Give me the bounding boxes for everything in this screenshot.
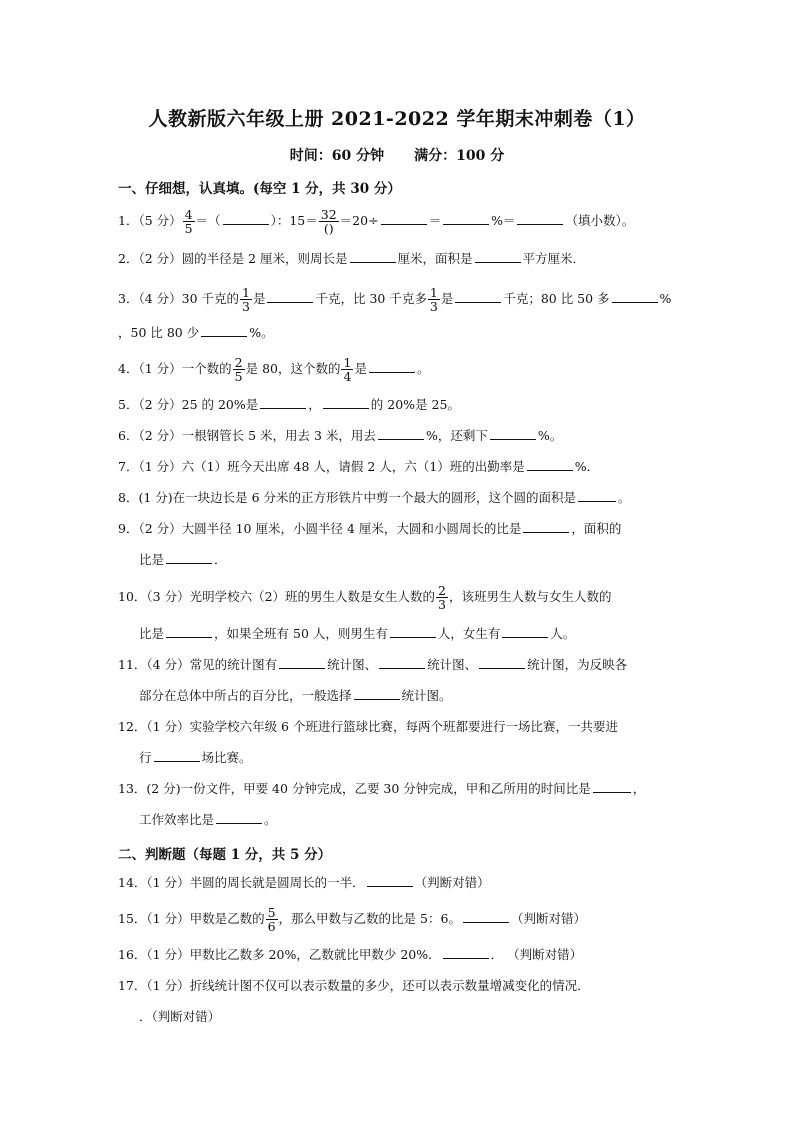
answer-blank[interactable] — [279, 656, 325, 669]
question-3-cont: ，50 比 80 少 %。 — [118, 325, 274, 340]
answer-blank[interactable] — [463, 910, 509, 923]
question-14: 14．（1 分）半圆的周长就是圆周长的一半． （判断对错） — [118, 875, 490, 890]
question-9-cont: 比是 ． — [139, 552, 227, 567]
fraction: $\frac{1}{3}$ — [242, 285, 250, 314]
question-16: 16．（1 分）甲数比乙数多 20%，乙数就比甲数少 20%． ． （判断对错） — [118, 947, 583, 962]
fraction: $\frac{32}{()}$ — [320, 207, 337, 236]
answer-blank[interactable] — [223, 212, 269, 225]
answer-blank[interactable] — [390, 625, 436, 638]
answer-blank[interactable] — [455, 290, 501, 303]
full-score: 满分：100 分 — [414, 148, 505, 164]
answer-blank[interactable] — [479, 656, 525, 669]
question-1: 1．（5 分） $\frac{4}{5}$ ＝（ ）：15＝ $\frac{32}{()}$ ＝20÷ ＝ %＝ （填小数）。 — [118, 207, 635, 236]
answer-blank[interactable] — [201, 324, 247, 337]
answer-blank[interactable] — [267, 290, 313, 303]
answer-blank[interactable] — [350, 250, 396, 263]
question-6: 6．（2 分）一根钢管长 5 米，用去 3 米，用去 %，还剩下 %。 — [118, 428, 563, 443]
question-10-cont: 比是 ，如果全班有 50 人，则男生有 人，女生有 人。 — [139, 626, 576, 641]
question-11-cont: 部分在总体中所占的百分比，一般选择 统计图。 — [139, 688, 452, 703]
answer-blank[interactable] — [578, 489, 616, 502]
fraction: $\frac{1}{4}$ — [343, 355, 352, 384]
question-13-cont: 工作效率比是 。 — [139, 812, 277, 827]
answer-blank[interactable] — [166, 551, 212, 564]
section-heading-fill: 一、仔细想，认真填。(每空 1 分，共 30 分） — [118, 181, 401, 197]
question-9: 9．（2 分）大圆半径 10 厘米，小圆半径 4 厘米，大圆和小圆周长的比是 ，面积的 — [118, 521, 622, 536]
answer-blank[interactable] — [378, 427, 424, 440]
answer-blank[interactable] — [369, 360, 415, 373]
answer-blank[interactable] — [379, 656, 425, 669]
question-11: 11．（4 分）常见的统计图有 统计图、 统计图、 统计图，为反映各 — [118, 657, 628, 672]
answer-blank[interactable] — [354, 687, 400, 700]
section-heading-judge: 二、判断题（每题 1 分，共 5 分） — [118, 847, 332, 863]
exam-info — [0, 145, 794, 165]
question-12-cont: 行 场比赛。 — [139, 750, 252, 765]
question-2: 2．（2 分）圆的半径是 2 厘米，则周长是 厘米，面积是 平方厘米． — [118, 251, 586, 266]
question-7: 7．（1 分）六（1）班今天出席 48 人，请假 2 人，六（1）班的出勤率是 %． — [118, 459, 600, 474]
fraction: $\frac{2}{5}$ — [234, 355, 243, 384]
question-3: 3．（4 分）30 千克的 $\frac{1}{3}$ 是 千克，比 30 千克多 $\frac{1}{3}$ 是 千克；80 比 50 多 % — [118, 285, 672, 314]
fraction: $\frac{5}{6}$ — [267, 905, 276, 934]
question-8: 8．(1 分)在一块边长是 6 分米的正方形铁片中剪一个最大的圆形，这个圆的面积是 。 — [118, 490, 631, 505]
fraction: $\frac{2}{3}$ — [438, 583, 446, 612]
answer-blank[interactable] — [323, 396, 369, 409]
question-4: 4．（1 分）一个数的 $\frac{2}{5}$ 是 80，这个数的 $\frac{1}{4}$ 是 。 — [118, 355, 430, 384]
answer-blank[interactable] — [443, 212, 489, 225]
question-10: 10．（3 分）光明学校六（2）班的男生人数是女生人数的 $\frac{2}{3}$ ，该班男生人数与女生人数的 — [118, 583, 612, 612]
answer-blank[interactable] — [367, 874, 413, 887]
answer-blank[interactable] — [523, 520, 569, 533]
question-17: 17．（1 分）折线统计图不仅可以表示数量的多少，还可以表示数量增减变化的情况． — [118, 978, 590, 993]
answer-blank[interactable] — [517, 212, 563, 225]
answer-blank[interactable] — [154, 749, 200, 762]
question-13: 13．(2 分)一份文件，甲要 40 分钟完成，乙要 30 分钟完成，甲和乙所用的时间比是 ， — [118, 781, 646, 796]
answer-blank[interactable] — [527, 458, 573, 471]
answer-blank[interactable] — [593, 780, 631, 793]
answer-blank[interactable] — [260, 396, 306, 409]
answer-blank[interactable] — [216, 811, 262, 824]
answer-blank[interactable] — [381, 212, 427, 225]
question-5: 5．（2 分）25 的 20%是 ， 的 20%是 25。 — [118, 397, 460, 412]
answer-blank[interactable] — [475, 250, 521, 263]
fraction: $\frac{4}{5}$ — [184, 207, 193, 236]
answer-blank[interactable] — [490, 427, 536, 440]
answer-blank[interactable] — [612, 290, 658, 303]
time-limit: 时间：60 分钟 — [289, 148, 385, 164]
fraction: $\frac{1}{3}$ — [429, 285, 438, 314]
answer-blank[interactable] — [502, 625, 548, 638]
page-title: 人教新版六年级上册 2021-2022 学年期末冲刺卷（1） — [148, 108, 646, 130]
answer-blank[interactable] — [166, 625, 212, 638]
answer-blank[interactable] — [443, 946, 489, 959]
question-15: 15．（1 分）甲数是乙数的 $\frac{5}{6}$ ，那么甲数与乙数的比是 5：6。 （判断对错） — [118, 905, 586, 934]
question-17-cont: ．（判断对错） — [139, 1009, 221, 1024]
question-12: 12．（1 分）实验学校六年级 6 个班进行篮球比赛，每两个班都要进行一场比赛，一共要进 — [118, 719, 618, 734]
